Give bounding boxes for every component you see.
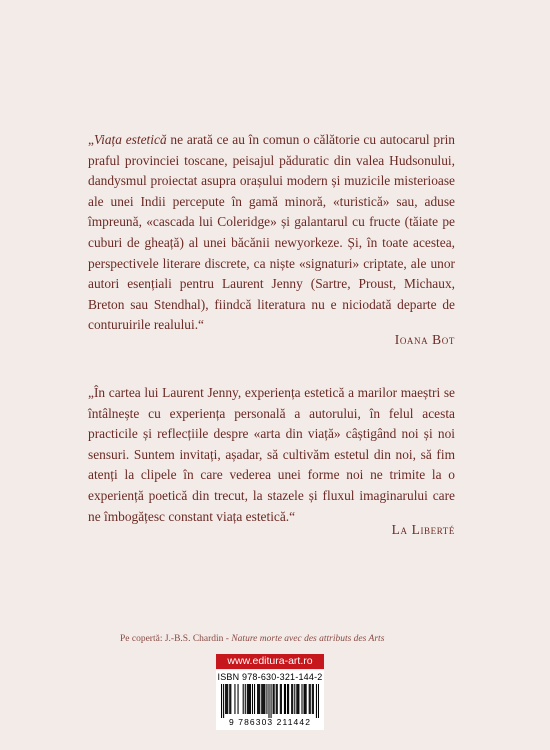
quote-paragraph bbox=[88, 130, 455, 336]
barcode-bar bbox=[292, 684, 293, 714]
barcode-bar bbox=[262, 684, 263, 714]
barcode-bar bbox=[273, 684, 274, 714]
barcode-bar bbox=[296, 684, 297, 714]
barcode-box bbox=[216, 670, 324, 730]
barcode-bar bbox=[229, 684, 230, 714]
barcode-bar bbox=[227, 684, 228, 714]
barcode-bar bbox=[306, 684, 307, 714]
barcode-bar bbox=[243, 684, 244, 714]
author-la-liberte: La Liberté bbox=[391, 522, 455, 537]
barcode-bar bbox=[247, 684, 248, 714]
barcode-bar bbox=[264, 684, 265, 714]
barcode-bar bbox=[223, 684, 224, 718]
barcode-bar bbox=[248, 684, 249, 714]
barcode-bar bbox=[245, 684, 246, 714]
barcode-bar bbox=[309, 684, 310, 714]
barcode-bar bbox=[225, 684, 226, 714]
barcode-bar bbox=[316, 684, 317, 718]
barcode-bar bbox=[271, 684, 272, 718]
barcode-bar bbox=[259, 684, 260, 714]
ean-digits: 9 786303 211442 bbox=[228, 717, 312, 727]
barcode-bar bbox=[284, 684, 285, 714]
barcode-icon bbox=[221, 684, 319, 718]
quote-paragraph: „În cartea lui Laurent Jenny, experiența estetică a marilor maeștri se întâlnește cu experiența personală a autorului, în felul acesta practicile și reflecțiile despre «arta din viață» câștigând noi și noi sensuri. Suntem invitați, așadar, să cultivăm estetul din noi, să fim atenți la clipele în care vederea unei forme noi ne trimite la o experiență poetică din trecut, la stazele și fluxul imaginarului care ne îmbogățesc constant viața estetică.“ bbox=[88, 385, 455, 524]
barcode-bar bbox=[266, 684, 267, 714]
barcode-bar bbox=[258, 684, 259, 714]
barcode-bar bbox=[221, 684, 222, 718]
barcode-bar bbox=[257, 684, 258, 714]
barcode-bar bbox=[263, 684, 264, 714]
isbn-label: ISBN 978-630-321-144-2 bbox=[217, 672, 323, 682]
cover-artwork-title: Nature morte avec des attributs des Arts bbox=[231, 634, 385, 644]
author-ioana-bot: Ioana Bot bbox=[394, 332, 455, 347]
book-title: Viața estetică bbox=[93, 132, 167, 147]
publisher-website: www.editura-art.ro bbox=[216, 654, 324, 669]
barcode-bar bbox=[298, 684, 299, 714]
barcode-bar bbox=[234, 684, 235, 714]
barcode-bar bbox=[312, 684, 313, 714]
barcode-bar bbox=[313, 684, 314, 714]
barcode-bar bbox=[287, 684, 288, 714]
barcode-bar bbox=[274, 684, 275, 714]
barcode-bar bbox=[250, 684, 251, 714]
barcode-bar bbox=[297, 684, 298, 714]
barcode-bar bbox=[226, 684, 227, 714]
barcode-bar bbox=[304, 684, 305, 714]
cover-credit-prefix: Pe copertă: J.-B.S. Chardin - bbox=[120, 634, 232, 644]
barcode-bar bbox=[268, 684, 269, 718]
barcode-bar bbox=[301, 684, 302, 714]
cover-credit bbox=[120, 634, 384, 644]
barcode-bar bbox=[291, 684, 292, 714]
quote-body: ne arată ce au în comun o călătorie cu autocarul prin praful provinciei toscane, peisajul păduratic din valea Hudsonului, dandysmul proiectat asupra orașului modern și muzicile misterioase ale unei Indii percepute în gamă minoră, «turistică» sau, aduse împreună, «cascada lui Coleridge» și galantarul cu fructe (tăiate pe cuburi de gheață) al unei băcănii newyorkeze. Și, în toate acestea, perspectivele literare discrete, ca niște «signaturi» criptate, ale unor autori esențiali pentru Laurent Jenny (Sartre, Proust, Michaux, Breton sau Stendhal), fiindcă literatura nu e niciodată departe de conturuirile realului.“ bbox=[88, 132, 455, 333]
barcode-bar bbox=[254, 684, 255, 714]
barcode-bar bbox=[285, 684, 286, 714]
barcode-bar bbox=[230, 684, 231, 714]
barcode-bar bbox=[294, 684, 295, 714]
barcode-bar bbox=[238, 684, 239, 714]
barcode-bar bbox=[276, 684, 277, 714]
barcode-bar bbox=[261, 684, 262, 714]
barcode-bar bbox=[310, 684, 311, 714]
barcode-bar bbox=[288, 684, 289, 714]
barcode-bar bbox=[249, 684, 250, 714]
quote-ioana-bot bbox=[88, 130, 455, 336]
barcode-bar bbox=[252, 684, 253, 714]
barcode-bar bbox=[318, 684, 319, 718]
barcode-bar bbox=[277, 684, 278, 714]
quote-open-mark: „ bbox=[88, 132, 94, 147]
quote-la-liberte bbox=[88, 383, 455, 527]
barcode-bar bbox=[280, 684, 281, 714]
barcode-bar bbox=[305, 684, 306, 714]
barcode-bar bbox=[281, 684, 282, 714]
